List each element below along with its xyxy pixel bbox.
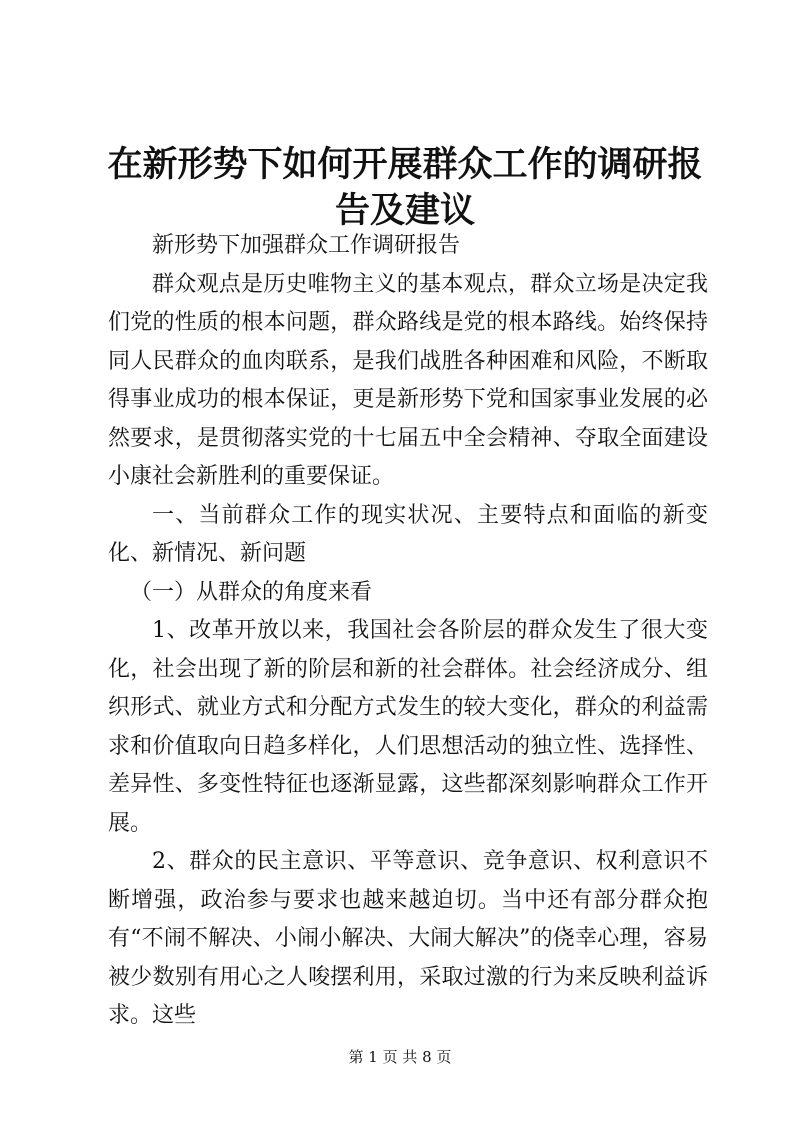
paragraph-intro: 群众观点是历史唯物主义的基本观点，群众立场是决定我们党的性质的根本问题，群众路线是党的根本路线。始终保持同人民群众的血肉联系，是我们战胜各种困难和风险，不断取得事业成功的根本保证，更是新形势下党和国家事业发展的必然要求，是贯彻落实党的十七届五中全会精神、夺取全面建设小康社会新胜利的重要保证。 [108, 271, 708, 489]
section-heading-1: 一、当前群众工作的现实状况、主要特点和面临的新变化、新情况、新问题 [108, 502, 708, 566]
page-footer: 第 1 页 共 8 页 [348, 1048, 452, 1066]
paragraph-point-1: 1、改革开放以来，我国社会各阶层的群众发生了很大变化，社会出现了新的阶层和新的社会群体。社会经济成分、组织形式、就业方式和分配方式发生的较大变化，群众的利益需求和价值取向日趋多样化，人们思想活动的独立性、选择性、差异性、多变性特征也逐渐显露，这些都深刻影响群众工作开展。 [108, 618, 708, 836]
subsection-heading-1: （一）从群众的角度来看 [130, 579, 373, 605]
paragraph-subtitle: 新形势下加强群众工作调研报告 [152, 233, 461, 258]
paragraph-point-2: 2、群众的民主意识、平等意识、竞争意识、权利意识不断增强，政治参与要求也越来越迫切。当中还有部分群众抱有“不闹不解决、小闹小解决、大闹大解决”的侥幸心理，容易被少数别有用心之人唆摆利用，采取过激的行为来反映利益诉求。这些 [108, 849, 708, 1028]
document-title: 在新形势下如何开展群众工作的调研报告及建议 [107, 144, 703, 231]
document-body [108, 227, 708, 1036]
